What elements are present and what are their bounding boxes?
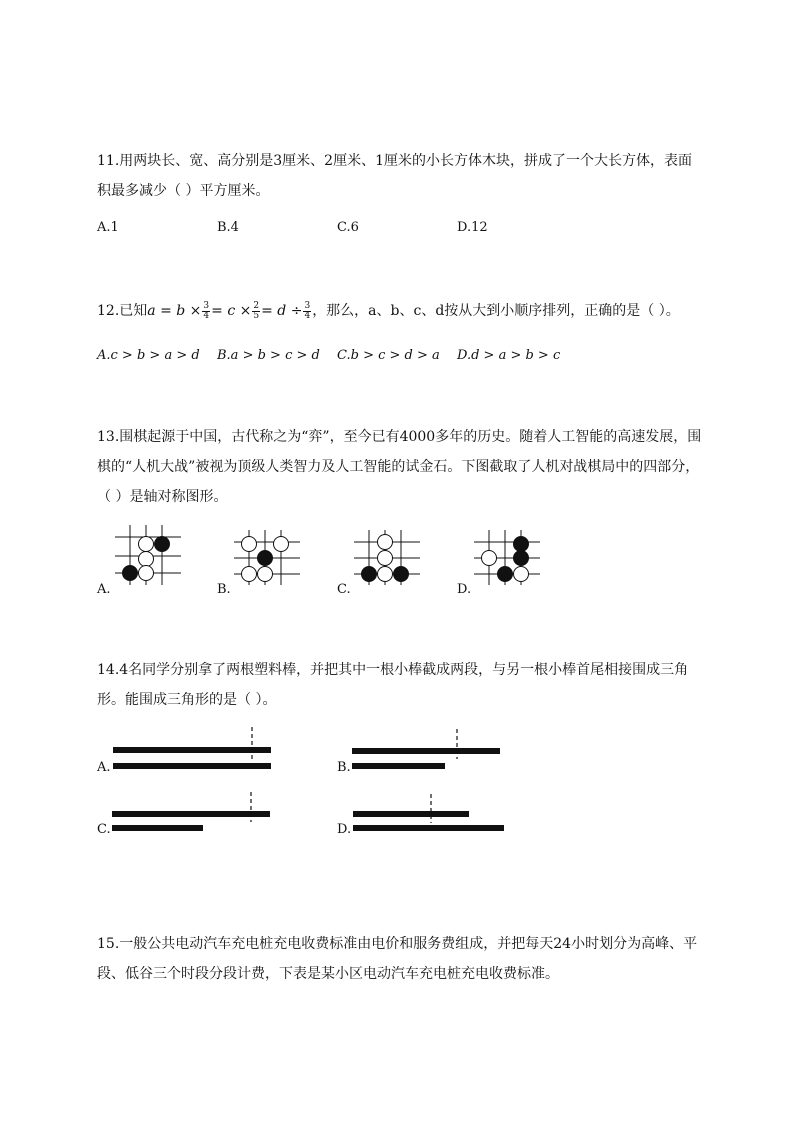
sticks-figure-d bbox=[350, 790, 510, 840]
q14-label-d: D. bbox=[337, 822, 352, 837]
q12-var-c: c bbox=[227, 303, 236, 319]
q14-label-c: C. bbox=[97, 822, 111, 837]
stick-c-bottom bbox=[112, 825, 203, 831]
q13-text-line2: 棋的“人机大战”被视为顶级人类智力及人工智能的试金石。下图截取了人机对战棋局中的四部分， bbox=[97, 459, 700, 475]
stick-d-bottom bbox=[353, 825, 504, 831]
q13-text-line1: 13.围棋起源于中国，古代称之为“弈”，至今已有4000多年的历史。随着人工智能的高速发展，围 bbox=[97, 429, 702, 445]
q14-label-b: B. bbox=[337, 760, 351, 775]
sticks-figure-a bbox=[110, 725, 280, 775]
stick-b-bottom bbox=[352, 763, 445, 769]
q11-option-b: B.4 bbox=[217, 220, 239, 235]
go-board-c bbox=[354, 530, 420, 585]
q11-text-line1: 11.用两块长、宽、高分别是3厘米、2厘米、1厘米的小长方体木块，拼成了一个大长方体，表面 bbox=[97, 153, 692, 169]
q14-text-line2: 形。能围成三角形的是（ ）。 bbox=[97, 692, 277, 708]
q12-var-a: a bbox=[147, 303, 156, 319]
sticks-figure-c bbox=[110, 790, 280, 840]
q13-label-b: B. bbox=[217, 582, 231, 597]
sticks-figure-b bbox=[350, 725, 510, 775]
q12-fraction-1: $\frac{3}{4}$ bbox=[203, 300, 210, 321]
q13-text-line3: （ ）是轴对称图形。 bbox=[97, 489, 228, 505]
q12-option-b: B.a > b > c > d bbox=[217, 348, 320, 363]
q12-var-d: d bbox=[277, 303, 287, 319]
q13-label-d: D. bbox=[457, 582, 472, 597]
q11-option-a: A.1 bbox=[97, 220, 119, 235]
q13-label-c: C. bbox=[337, 582, 351, 597]
go-board-a bbox=[115, 525, 181, 585]
go-board-d bbox=[474, 530, 540, 585]
q11-option-c: C.6 bbox=[337, 220, 359, 235]
stick-c-top bbox=[112, 811, 270, 817]
stick-b-top bbox=[352, 748, 500, 754]
q15-text-line1: 15.一般公共电动汽车充电桩充电收费标准由电价和服务费组成，并把每天24小时划分为高峰、平 bbox=[97, 936, 698, 952]
q12-fraction-2: $\frac{2}{5}$ bbox=[253, 300, 260, 321]
q14-label-a: A. bbox=[97, 760, 111, 775]
q12-option-a: A.c > b > a > d bbox=[97, 348, 200, 363]
q12-option-c: C.b > c > d > a bbox=[337, 348, 440, 363]
stick-a-top bbox=[113, 747, 271, 753]
stick-a-bottom bbox=[113, 763, 271, 769]
q12-option-d: D.d > a > b > c bbox=[457, 348, 561, 363]
q12-prefix: 12.已知 bbox=[97, 303, 148, 319]
go-board-b bbox=[234, 530, 300, 585]
q11-text-line2: 积最多减少（ ）平方厘米。 bbox=[97, 183, 270, 199]
q12-text: 12.已知a = b × $\frac{3}{4}$ = c × $\frac{2}{5}$ = d ÷ $\frac{3}{4}$ ，那么，a、b、c、d按从大到小顺序排列，正确的是（ ）。 bbox=[97, 300, 680, 321]
q12-fraction-3: $\frac{3}{4}$ bbox=[304, 300, 311, 321]
q12-var-b: b bbox=[176, 303, 186, 319]
q11-option-d: D.12 bbox=[457, 220, 488, 235]
q14-text-line1: 14.4名同学分别拿了两根塑料棒，并把其中一根小棒截成两段，与另一根小棒首尾相接围成三角 bbox=[97, 662, 689, 678]
q12-suffix: ，那么，a、b、c、d按从大到小顺序排列，正确的是（ ）。 bbox=[312, 303, 680, 319]
stick-d-top bbox=[353, 811, 469, 817]
q13-label-a: A. bbox=[97, 582, 111, 597]
q15-text-line2: 段、低谷三个时段分段计费，下表是某小区电动汽车充电桩充电收费标准。 bbox=[97, 966, 559, 982]
